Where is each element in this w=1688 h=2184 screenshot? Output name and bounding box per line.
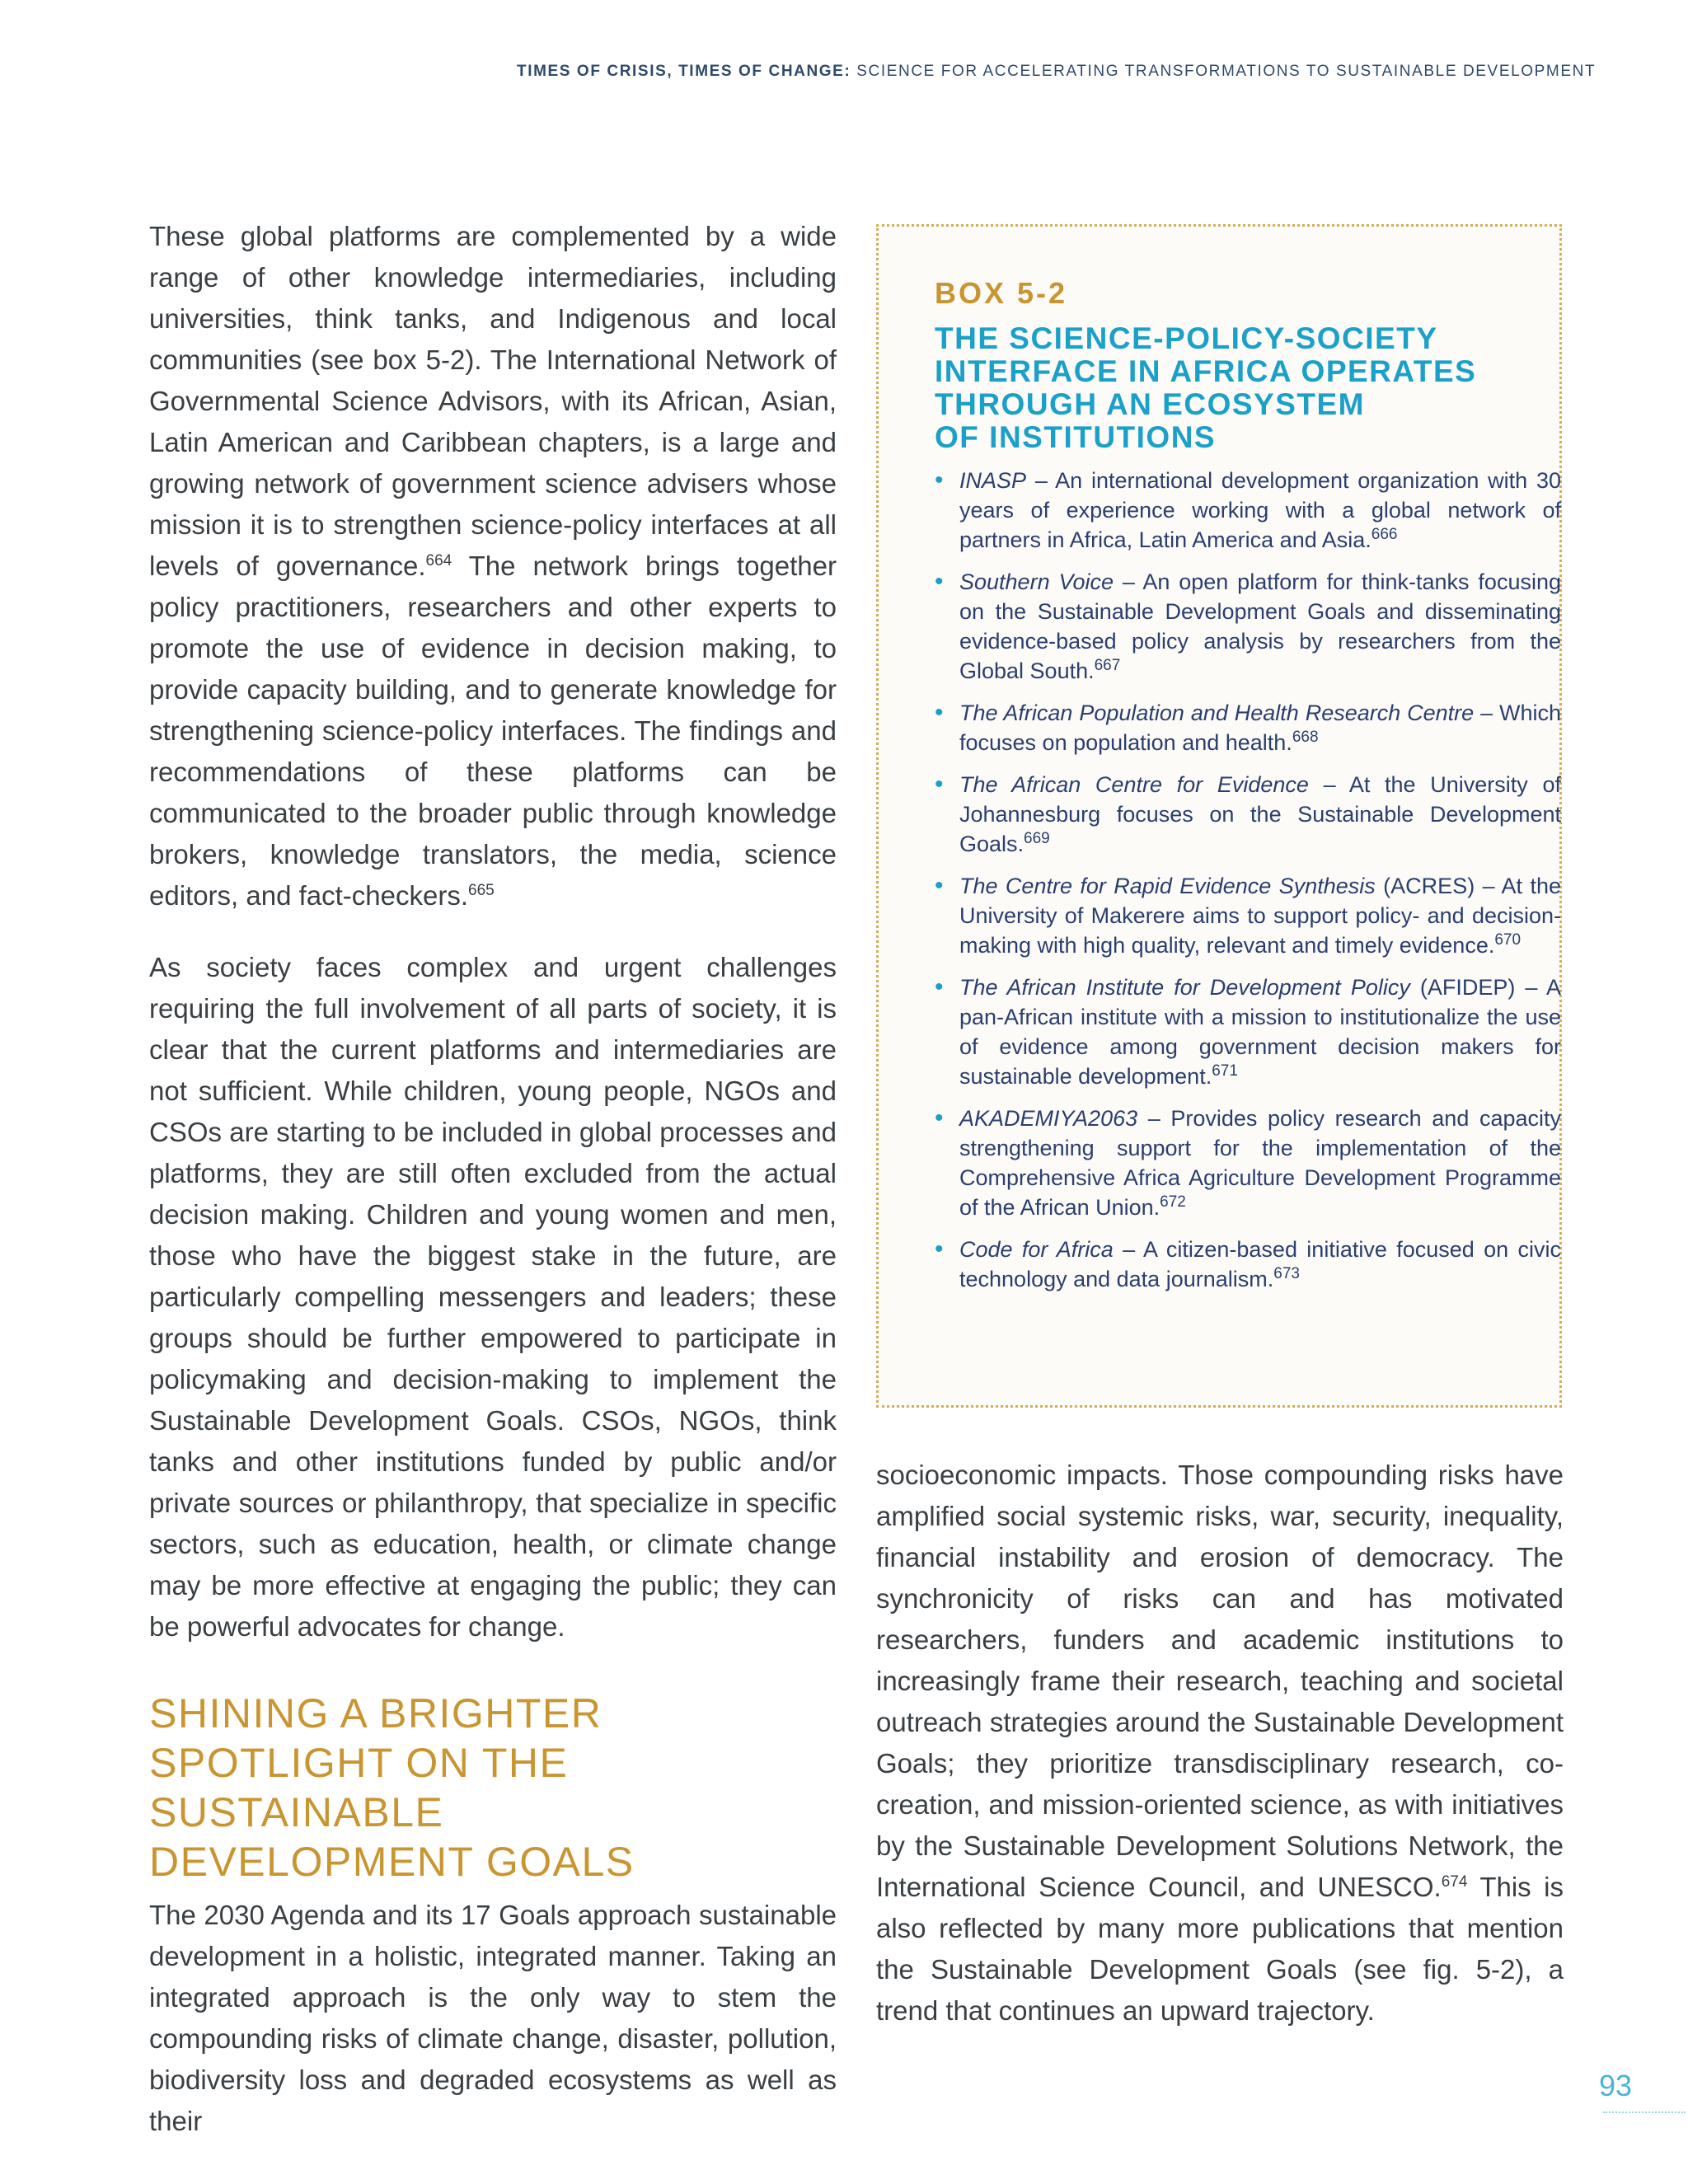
footnote-ref: 668 bbox=[1292, 729, 1319, 746]
institution-name: AKADEMIYA2063 bbox=[959, 1106, 1138, 1131]
institution-description: – Provides policy research and capacity strengthening support for the implementation of the Comprehensive Africa Agriculture Development Programme of the African Union. bbox=[959, 1106, 1561, 1220]
institution-name: Southern Voice bbox=[959, 569, 1114, 594]
list-item bbox=[935, 770, 1561, 859]
footnote-ref: 669 bbox=[1024, 830, 1050, 847]
box-title bbox=[935, 322, 1512, 454]
institution-acronym: (AFIDEP) bbox=[1409, 975, 1516, 1000]
list-item bbox=[935, 567, 1561, 686]
institution-name: Code for Africa bbox=[959, 1237, 1114, 1262]
institution-description: – An international development organization with 30 years of experience working with a global network of partners in Africa, Latin America and Asia. bbox=[959, 468, 1561, 552]
heading-line: DEVELOPMENT GOALS bbox=[149, 1839, 635, 1885]
paragraph-society: As society faces complex and urgent challenges requiring the full involvement of all parts of society, it is clear that the current platforms and intermediaries are not sufficient. While children, young people, NGOs and CSOs are starting to be included in global processes and platforms, they are still often excluded from the actual decision making. Children and young women and men, those who have the biggest stake in the future, are particularly compelling messengers and leaders; these groups should be further empowered to participate in policymaking and decision-making to implement the Sustainable Development Goals. CSOs, NGOs, think tanks and other institutions funded by public and/or private sources or philanthropy, that specialize in specific sectors, such as education, health, or climate change may be more effective at engaging the public; they can be powerful advocates for change. bbox=[149, 952, 837, 1642]
footnote-ref: 673 bbox=[1273, 1265, 1300, 1282]
box-5-2 bbox=[876, 224, 1562, 1408]
list-item bbox=[935, 1235, 1561, 1294]
paragraph-agenda: The 2030 Agenda and its 17 Goals approach sustainable development in a holistic, integrated manner. Taking an integrated approach is the only way to stem the compounding risks of climate change, disaster, pollution, biodiversity loss and degraded ecosystems as well as their bbox=[149, 1900, 837, 2136]
running-header bbox=[517, 63, 1597, 81]
box-title-line: THE SCIENCE-POLICY-SOCIETY bbox=[935, 321, 1438, 355]
list-item bbox=[935, 972, 1561, 1091]
footnote-ref: 666 bbox=[1371, 526, 1398, 543]
institution-description: – A pan-African institute with a mission to institutionalize the use of evidence among government decision makers for sustainable development. bbox=[959, 975, 1561, 1089]
footnote-ref: 664 bbox=[425, 552, 452, 569]
institution-description: – A citizen-based initiative focused on civic technology and data journalism. bbox=[959, 1237, 1561, 1291]
paragraph-impacts bbox=[876, 1455, 1564, 2032]
list-item bbox=[935, 871, 1561, 960]
paragraph-text: The network brings together policy practitioners, researchers and other experts to promote the use of evidence in decision making, to provide capacity building, and to generate knowledge for strengthening science-policy interfaces. The findings and recommendations of these platforms can be communicated to the broader public through knowledge brokers, knowledge translators, the media, science editors, and fact-checkers. bbox=[149, 551, 837, 911]
footnote-ref: 670 bbox=[1494, 931, 1522, 949]
running-header-bold: TIMES OF CRISIS, TIMES OF CHANGE: bbox=[517, 63, 851, 80]
institution-name: INASP bbox=[959, 468, 1027, 493]
institution-name: The African Population and Health Research Centre bbox=[959, 701, 1475, 725]
institution-description: – Which focuses on population and health. bbox=[959, 701, 1561, 755]
list-item bbox=[935, 1104, 1561, 1222]
bullet-icon: • bbox=[935, 466, 944, 494]
institution-description: – An open platform for think-tanks focusing on the Sustainable Development Goals and disseminating evidence-based policy analysis by researchers from the Global South. bbox=[959, 569, 1561, 683]
bullet-icon: • bbox=[935, 568, 944, 595]
left-column bbox=[149, 216, 837, 2142]
institution-name: The African Centre for Evidence bbox=[959, 772, 1309, 797]
institution-description: – At the University of Johannesburg focuses on the Sustainable Development Goals. bbox=[959, 772, 1561, 856]
footnote-ref: 674 bbox=[1441, 1873, 1468, 1891]
institution-description: – At the University of Makerere aims to support policy- and decision-making with high quality, relevant and timely evidence. bbox=[959, 874, 1561, 958]
institution-list bbox=[935, 466, 1561, 1306]
running-header-rest: SCIENCE FOR ACCELERATING TRANSFORMATIONS TO SUSTAINABLE DEVELOPMENT bbox=[851, 63, 1597, 80]
box-label: BOX 5-2 bbox=[935, 276, 1068, 310]
paragraph-text: This is also reflected by many more publications that mention the Sustainable Development Goals (see fig. 5-2), a trend that continues an upward trajectory. bbox=[876, 1872, 1564, 2026]
heading-line: SHINING A BRIGHTER bbox=[149, 1690, 603, 1736]
page-number-rule bbox=[1603, 2111, 1686, 2113]
box-title-line: OF INSTITUTIONS bbox=[935, 420, 1217, 454]
list-item bbox=[935, 698, 1561, 757]
section-heading bbox=[149, 1689, 837, 1886]
bullet-icon: • bbox=[935, 1235, 944, 1263]
footnote-ref: 671 bbox=[1212, 1062, 1238, 1080]
footnote-ref: 665 bbox=[468, 882, 495, 899]
bullet-icon: • bbox=[935, 771, 944, 798]
institution-name: The African Institute for Development Policy bbox=[959, 975, 1410, 1000]
footnote-ref: 667 bbox=[1094, 657, 1121, 674]
bullet-icon: • bbox=[935, 973, 944, 1001]
paragraph-platforms bbox=[149, 216, 837, 916]
list-item bbox=[935, 466, 1561, 555]
heading-line: SPOTLIGHT ON THE SUSTAINABLE bbox=[149, 1740, 569, 1835]
box-title-line: THROUGH AN ECOSYSTEM bbox=[935, 387, 1365, 421]
page-number: 93 bbox=[1599, 2069, 1633, 2102]
institution-name: The Centre for Rapid Evidence Synthesis bbox=[959, 874, 1376, 898]
paragraph-text: socioeconomic impacts. Those compounding risks have amplified social systemic risks, war, security, inequality, financial instability and erosion of democracy. The synchronicity of risks can and has motivated researchers, funders and academic institutions to increasingly frame their research, teaching and societal outreach strategies around the Sustainable Development Goals; they prioritize transdisciplinary research, co-creation, and mission-oriented science, as with initiatives by the Sustainable Development Solutions Network, the International Science Council, and UNESCO. bbox=[876, 1460, 1564, 1902]
box-title-line: INTERFACE IN AFRICA OPERATES bbox=[935, 354, 1477, 388]
paragraph-text: These global platforms are complemented by a wide range of other knowledge intermediaries, including universities, think tanks, and Indigenous and local communities (see box 5-2). The International Network of Governmental Science Advisors, with its African, Asian, Latin American and Caribbean chapters, is a large and growing network of government science advisers whose mission it is to strengthen science-policy interfaces at all levels of governance. bbox=[149, 221, 837, 581]
bullet-icon: • bbox=[935, 872, 944, 899]
institution-acronym: (ACRES) bbox=[1375, 874, 1475, 898]
bullet-icon: • bbox=[935, 1104, 944, 1132]
bullet-icon: • bbox=[935, 699, 944, 726]
right-column bbox=[876, 1455, 1564, 2032]
footnote-ref: 672 bbox=[1160, 1193, 1186, 1211]
